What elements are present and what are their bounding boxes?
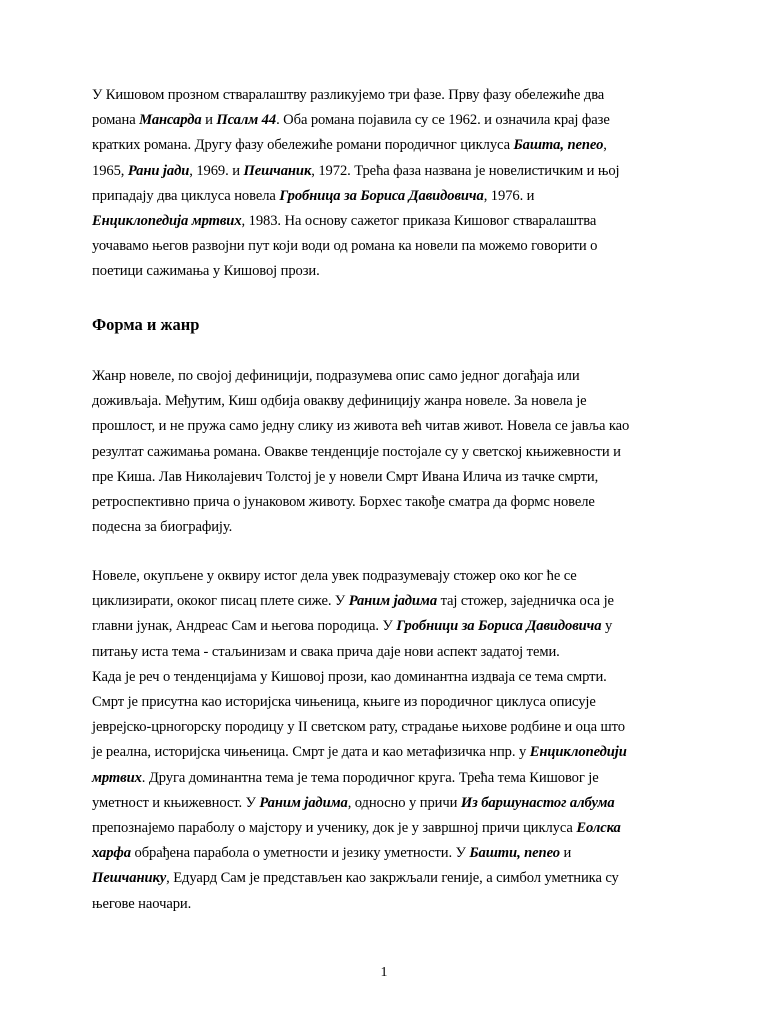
text-line: јеврејско-црногорску породицу у II светском рату, страдање њихове родбине и оца што: [92, 719, 625, 736]
work-title: Гробница за Бориса Давидовича: [279, 187, 484, 204]
text-line: доживљаја. Међутим, Киш одбија овакву дефиницију жанра новеле. За новела је: [92, 393, 587, 410]
text-line: Пешчанику, Едуард Сам је представљен као закржљали геније, а симбол уметника су: [92, 870, 619, 887]
text-line: Смрт је присутна као историјска чињеница, књиге из породичног циклуса описује: [92, 694, 596, 711]
text-line: уочавамо његов развојни пут који води од романа ка новели па можемо говорити о: [92, 238, 598, 255]
text-line: Жанр новеле, по својој дефиницији, подразумева опис само једног догађаја или: [92, 368, 580, 384]
text-line: је реална, историјска чињеница. Смрт је дата и као метафизичка нпр. у Енциклопедији: [92, 744, 627, 761]
text-line: харфа обрађена парабола о уметности и језику уметности. У Башти, пепео и: [92, 845, 572, 862]
text-line: прошлост, и не пружа само једну слику из живота већ читав живот. Новела се јавља као: [92, 418, 630, 435]
work-title: харфа: [92, 845, 131, 862]
work-title: Мансарда: [139, 112, 202, 129]
section-heading: Форма и жанр: [92, 315, 200, 334]
text-line: Енциклопедија мртвих, 1983. На основу сажетог приказа Кишовог стваралаштва: [92, 213, 597, 230]
text-line: Новеле, окупљене у оквиру истог дела увек подразумевају стожер око ког ће се: [92, 568, 577, 584]
work-title: Еолска: [576, 820, 621, 837]
text-line: ретроспективно прича о јунаковом животу. Борхес такође сматра да формс новеле: [92, 494, 595, 511]
paragraph-themes: [92, 564, 672, 917]
text-line: његове наочари.: [92, 895, 192, 912]
text-line: главни јунак, Андреас Сам и његова породица. У Гробници за Бориса Давидовича у: [92, 618, 613, 635]
text-line: У Кишовом прозном стваралаштву разликујемо три фазе. Прву фазу обележиће два: [92, 87, 605, 103]
text-line: поетици сажимања у Кишовој прози.: [92, 263, 320, 280]
work-title: Псалм 44: [216, 112, 277, 129]
text-line: препознајемо параболу о мајстору и ученику, док је у завршној причи циклуса Еолска: [92, 820, 621, 837]
text-line: романа Мансарда и Псалм 44. Оба романа појавила су се 1962. и означила крај фазе: [92, 112, 610, 129]
page-number: 1: [380, 965, 388, 980]
paragraph-genre: [92, 364, 672, 540]
text-line: уметност и књижевност. У Раним јадима, односно у причи Из баршунастог албума: [92, 794, 615, 811]
text-line: Када је реч о тенденцијама у Кишовој прози, као доминантна издваја се тема смрти.: [92, 668, 607, 685]
text-line: подесна за биографију.: [92, 519, 233, 536]
text-line: мртвих. Друга доминантна тема је тема породичног круга. Трећа тема Кишовог је: [92, 769, 599, 786]
text-line: 1965, Рани јади, 1969. и Пешчаник, 1972. Трећа фаза названа је новелистичким и њој: [92, 162, 620, 179]
text-line: питању иста тема - стаљинизам и свака прича даје нови аспект задатој теми.: [92, 643, 560, 660]
work-title: Пешчанику: [92, 870, 167, 887]
text-line: пре Киша. Лав Николајевич Толстој је у новели Смрт Ивана Илича из тачке смрти,: [92, 468, 599, 485]
work-title: Башти, пепео: [469, 845, 560, 862]
work-title: мртвих: [92, 769, 142, 786]
work-title: Пешчаник: [243, 162, 312, 179]
text-line: кратких романа. Другу фазу обележиће романи породичног циклуса Башта, пепео,: [92, 137, 607, 154]
work-title: Башта, пепео: [513, 137, 604, 154]
work-title: Раним јадима: [348, 593, 438, 610]
work-title: Раним јадима: [259, 794, 348, 811]
work-title: Рани јади: [127, 162, 190, 179]
work-title: Енциклопедија мртвих: [92, 213, 242, 230]
text-line: циклизирати, ококог писац плете сиже. У Раним јадима тај стожер, заједничка оса је: [92, 593, 614, 610]
work-title: Гробници за Бориса Давидовича: [396, 618, 602, 635]
work-title: Енциклопедији: [529, 744, 627, 761]
text-line: припадају два циклуса новела Гробница за Бориса Давидовича, 1976. и: [92, 187, 535, 204]
text-line: резултат сажимања романа. Овакве тенденције постојале су у светској књижевности и: [92, 443, 621, 460]
paragraph-phases: [92, 83, 672, 285]
work-title: Из баршунастог албума: [460, 794, 615, 811]
